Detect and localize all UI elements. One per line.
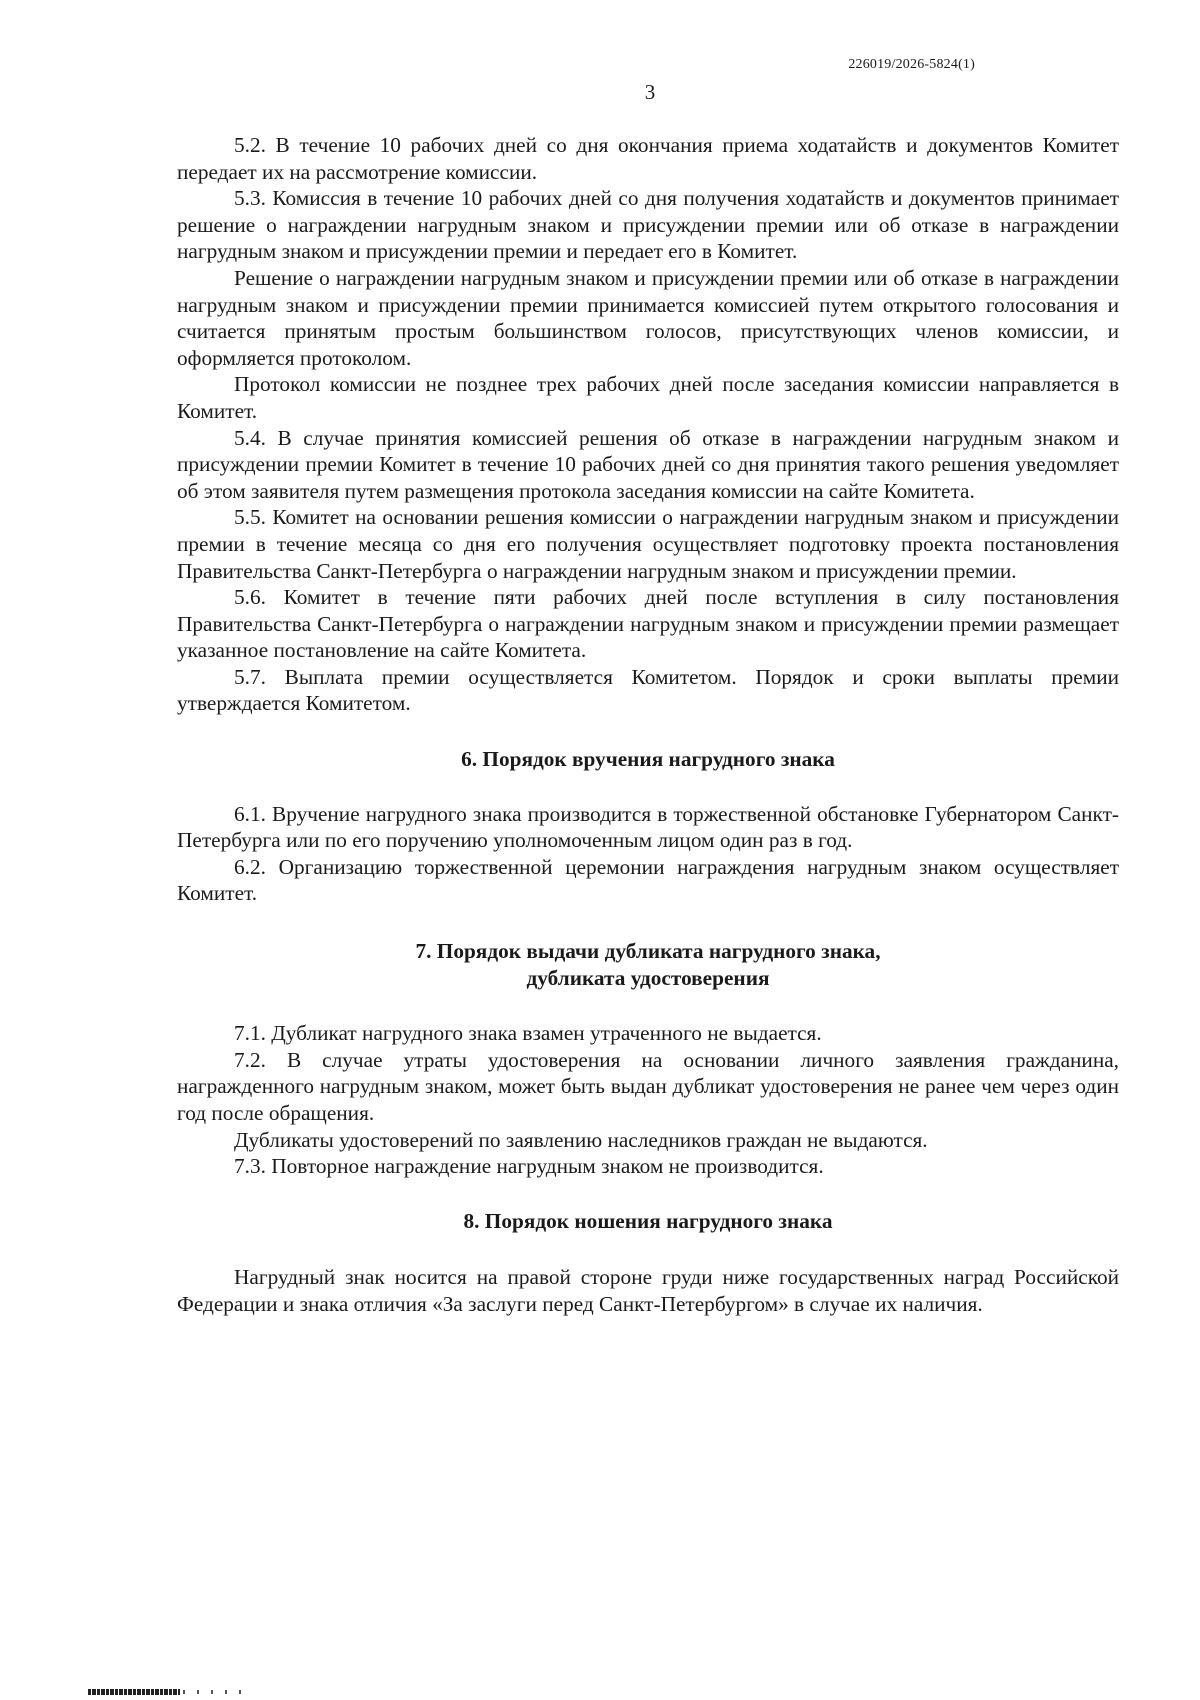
footer-scan-marks: [183, 1690, 253, 1694]
barcode-mark: [88, 1689, 180, 1695]
paragraph-7-3: 7.3. Повторное награждение нагрудным знаком не производится.: [234, 1154, 824, 1179]
paragraph-5-5: 5.5. Комитет на основании решения комиссии о награждении нагрудным знаком и присуждении премии в течение месяца со дня его получения осуществляет подготовку проекта постановления Правительства Санкт-Петербурга о награждении нагрудным знаком и присуждении премии.: [177, 505, 1119, 583]
document-body: [177, 132, 1119, 1318]
paragraph-5-3-decision: Решение о награждении нагрудным знаком и присуждении премии или об отказе в награждении нагрудным знаком и присуждении премии принимается комиссией путем открытого голосования и считается принятым простым большинством голосов, присутствующих членов комиссии, и оформляется протоколом.: [177, 265, 1119, 370]
paragraph-6-2: 6.2. Организацию торжественной церемонии награждения нагрудным знаком осуществляет Комитет.: [177, 854, 1119, 906]
section-8-heading: 8. Порядок ношения нагрудного знака: [463, 1208, 833, 1233]
paragraph-5-3: 5.3. Комиссия в течение 10 рабочих дней со дня получения ходатайств и документов принимает решение о награждении нагрудным знаком и присуждении премии или об отказе в награждении нагрудным знаком и присуждении премии и передает его в Комитет.: [177, 186, 1119, 264]
paragraph-8: Нагрудный знак носится на правой стороне груди ниже государственных наград Российской Федерации и знака отличия «За заслуги перед Санкт-Петербургом» в случае их наличия.: [177, 1265, 1119, 1316]
paragraph-5-7: 5.7. Выплата премии осуществляется Комитетом. Порядок и сроки выплаты премии утверждается Комитетом.: [177, 664, 1119, 716]
paragraph-5-4: 5.4. В случае принятия комиссией решения об отказе в награждении нагрудным знаком и присуждении премии Комитет в течение 10 рабочих дней со дня принятия такого решения уведомляет об этом заявителя путем размещения протокола заседания комиссии на сайте Комитета.: [177, 425, 1119, 503]
page-number: 3: [644, 80, 656, 104]
paragraph-7-1: 7.1. Дубликат нагрудного знака взамен утраченного не выдается.: [234, 1021, 822, 1046]
section-7-heading-line-1: 7. Порядок выдачи дубликата нагрудного знака,: [415, 939, 881, 964]
paragraph-5-3-protocol: Протокол комиссии не позднее трех рабочих дней после заседания комиссии направляется в Комитет.: [177, 372, 1119, 423]
section-6-heading: 6. Порядок вручения нагрудного знака: [461, 747, 835, 772]
paragraph-7-2: 7.2. В случае утраты удостоверения на основании личного заявления гражданина, награжденного нагрудным знаком, может быть выдан дубликат удостоверения не ранее чем через один год после обращения.: [177, 1047, 1119, 1125]
section-7-heading: [177, 938, 1119, 991]
paragraph-5-6: 5.6. Комитет в течение пяти рабочих дней после вступления в силу постановления Правительства Санкт-Петербурга о награждении нагрудным знаком и присуждении премии размещает указанное постановление на сайте Комитета.: [177, 585, 1119, 663]
paragraph-5-2: 5.2. В течение 10 рабочих дней со дня окончания приема ходатайств и документов Комитет передает их на рассмотрение комиссии.: [177, 133, 1119, 184]
document-registration-number: 226019/2026-5824(1): [848, 57, 975, 72]
section-7-heading-line-2: дубликата удостоверения: [526, 965, 770, 990]
paragraph-6-1: 6.1. Вручение нагрудного знака производится в торжественной обстановке Губернатором Санкт-Петербурга или по его поручению уполномоченным лицом один раз в год.: [177, 801, 1119, 853]
paragraph-7-2-heirs: Дубликаты удостоверений по заявлению наследников граждан не выдаются.: [234, 1127, 928, 1152]
